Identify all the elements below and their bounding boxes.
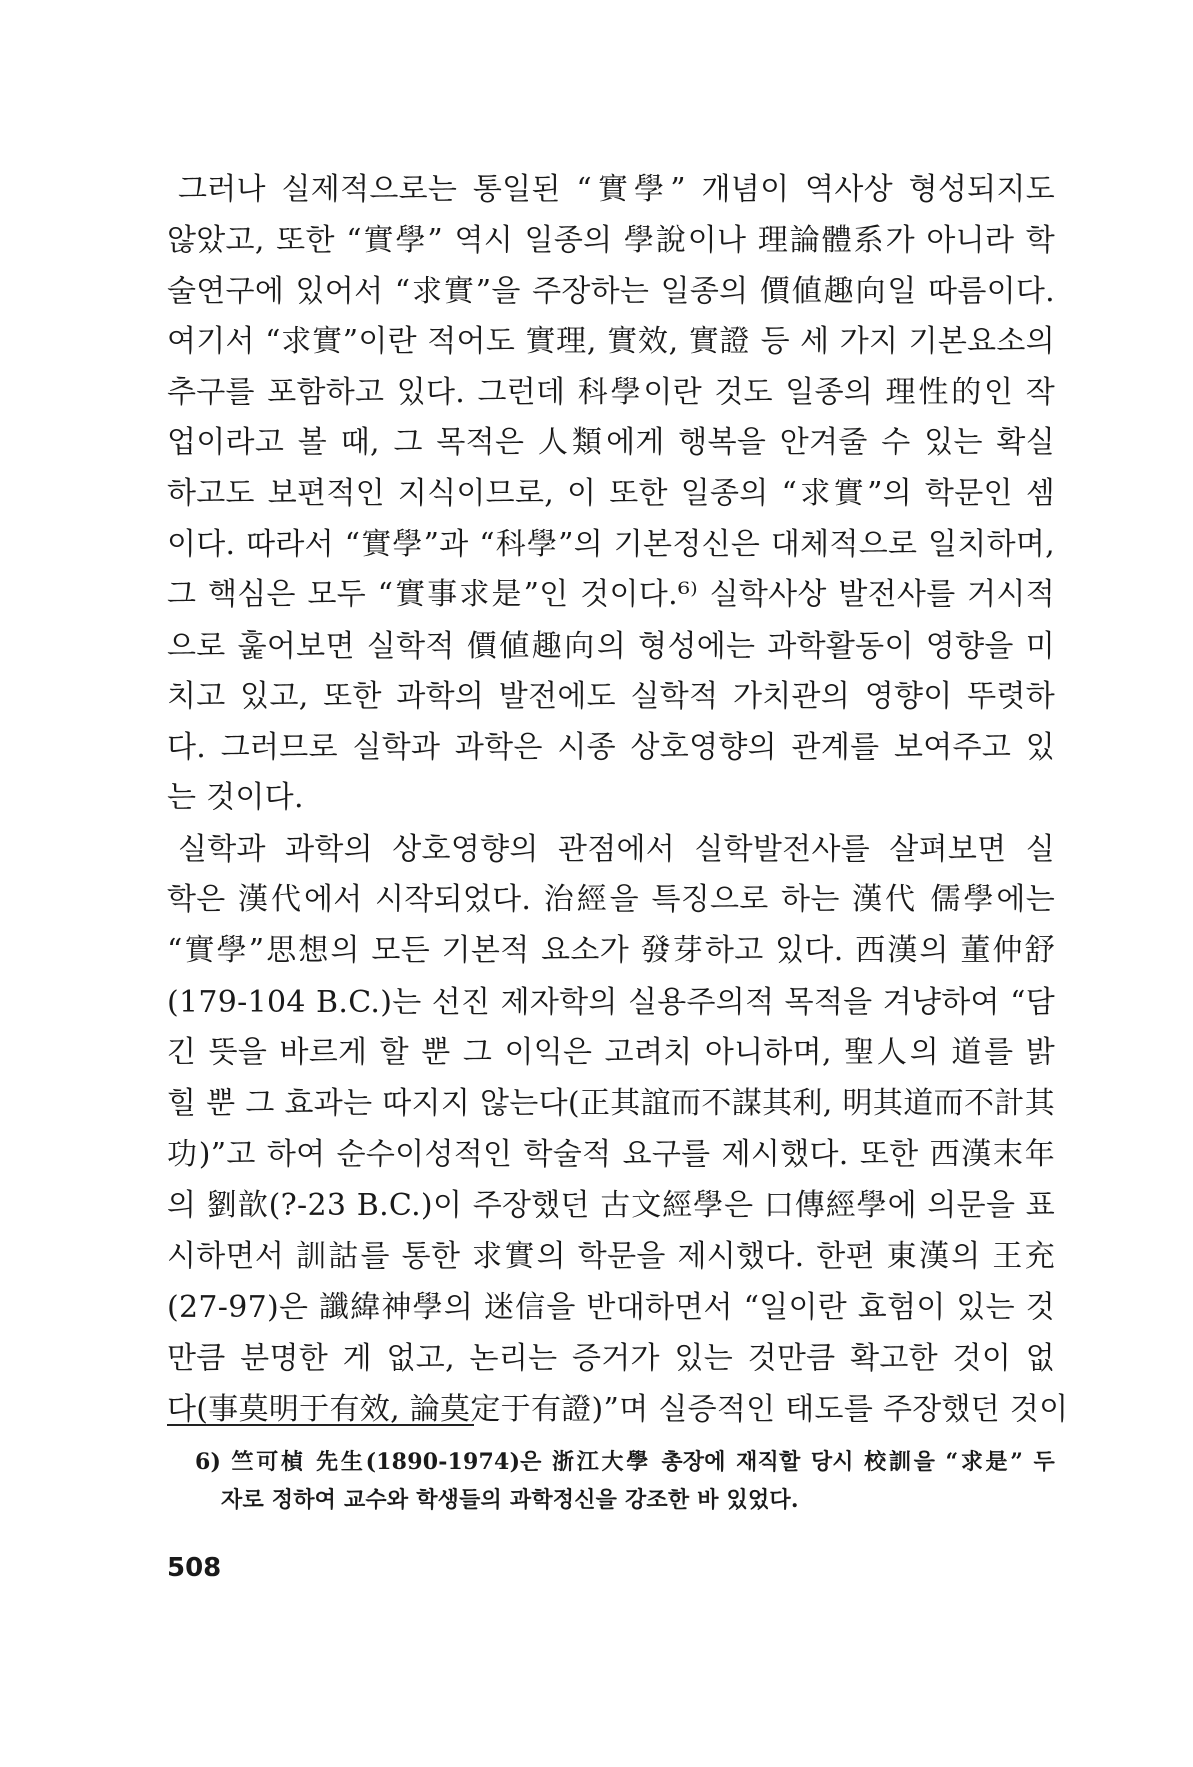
body-line-5: 추구를 포함하고 있다. 그런데 科學이란 것도 일종의 理性的인 작 (167, 375, 1055, 410)
body-line-9: 그 핵심은 모두 “實事求是”인 것이다.⁶⁾ 실학사상 발전사를 거시적 (167, 577, 1055, 612)
body-line-6: 업이라고 볼 때, 그 목적은 人類에게 행복을 안겨줄 수 있는 확실 (167, 425, 1055, 460)
body-line-17: (179-104 B.C.)는 선진 제자학의 실용주의적 목적을 겨냥하여 “담 (167, 985, 1055, 1020)
body-line-12: 다. 그러므로 실학과 과학은 시종 상호영향의 관계를 보여주고 있 (167, 730, 1055, 765)
body-line-22: 시하면서 訓詁를 통한 求實의 학문을 제시했다. 한편 東漢의 王充 (167, 1239, 1055, 1274)
page-number: 508 (167, 1553, 222, 1583)
body-line-18: 긴 뜻을 바르게 할 뿐 그 이익은 고려치 아니하며, 聖人의 道를 밝 (167, 1035, 1055, 1070)
body-line-16: “實學”思想의 모든 기본적 요소가 發芽하고 있다. 西漢의 董仲舒 (167, 933, 1055, 968)
body-line-7: 하고도 보편적인 지식이므로, 이 또한 일종의 “求實”의 학문인 셈 (167, 476, 1055, 511)
body-line-1: 그러나 실제적으로는 통일된 “實學” 개념이 역사상 형성되지도 (178, 172, 1055, 207)
body-line-8: 이다. 따라서 “實學”과 “科學”의 기본정신은 대체적으로 일치하며, (167, 527, 1055, 562)
footnote-line-2: 자로 정하여 교수와 학생들의 과학정신을 강조한 바 있었다. (221, 1487, 799, 1513)
footnote-divider (167, 1424, 474, 1426)
body-line-2: 않았고, 또한 “實學” 역시 일종의 學說이나 理論體系가 아니라 학 (167, 223, 1055, 258)
body-line-10: 으로 훑어보면 실학적 價値趣向의 형성에는 과학활동이 영향을 미 (167, 629, 1055, 664)
body-line-15: 학은 漢代에서 시작되었다. 治經을 특징으로 하는 漢代 儒學에는 (167, 882, 1055, 917)
body-line-13: 는 것이다. (167, 780, 304, 815)
body-line-23: (27-97)은 讖緯神學의 迷信을 반대하면서 “일이란 효험이 있는 것 (167, 1290, 1055, 1325)
body-line-4: 여기서 “求實”이란 적어도 實理, 實效, 實證 등 세 가지 기본요소의 (167, 324, 1055, 359)
body-line-11: 치고 있고, 또한 과학의 발전에도 실학적 가치관의 영향이 뚜렷하 (167, 679, 1055, 714)
body-line-25: 다(事莫明于有效, 論莫定于有證)”며 실증적인 태도를 주장했던 것이 (167, 1392, 1069, 1427)
footnote-line-1: 6) 竺可楨 先生(1890-1974)은 浙江大學 총장에 재직할 당시 校訓을 “求是” 두 (195, 1449, 1055, 1475)
body-line-14: 실학과 과학의 상호영향의 관점에서 실학발전사를 살펴보면 실 (178, 832, 1055, 867)
body-line-21: 의 劉歆(?-23 B.C.)이 주장했던 古文經學은 口傳經學에 의문을 표 (167, 1188, 1055, 1223)
body-line-19: 힐 뿐 그 효과는 따지지 않는다(正其誼而不謀其利, 明其道而不計其 (167, 1086, 1055, 1121)
body-line-24: 만큼 분명한 게 없고, 논리는 증거가 있는 것만큼 확고한 것이 없 (167, 1341, 1055, 1376)
body-line-3: 술연구에 있어서 “求實”을 주장하는 일종의 價値趣向일 따름이다. (167, 274, 1055, 309)
body-line-20: 功)”고 하여 순수이성적인 학술적 요구를 제시했다. 또한 西漢末年 (167, 1137, 1055, 1172)
